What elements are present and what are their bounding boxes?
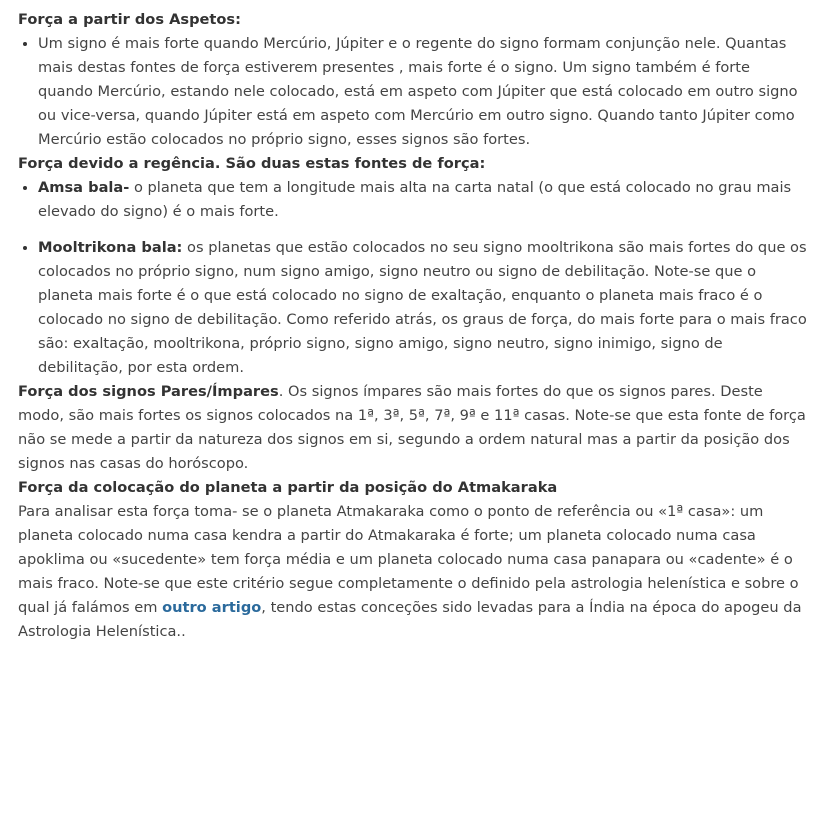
item-text: o planeta que tem a longitude mais alta na carta natal (o que está colocado no grau mais elevado do signo) é o mais forte. (38, 179, 792, 220)
list-item-mooltrikona-bala (38, 236, 809, 380)
lead-odd-even-signs: Força dos signos Pares/Ímpares (18, 383, 279, 400)
section-heading-atmakaraka: Força da colocação do planeta a partir da posição do Atmakaraka (18, 479, 558, 496)
paragraph-atmakaraka (18, 500, 809, 644)
paragraph-text: Para analisar esta força toma- se o planeta Atmakaraka como o ponto de referência ou «1ª casa»: um planeta colocado numa casa kendra a partir do Atmakaraka é forte; um planeta colocado numa casa apoklima ou «sucedente» tem força média e um planeta colocado numa casa panapara ou «cadente» é o mais fraco. Note-se que este critério segue completamente o definido pela astrologia helenística e sobre o qual já falámos em (18, 503, 799, 616)
section-heading-rulership: Força devido a regência. São duas estas fontes de força: (18, 155, 486, 172)
section-heading-aspects: Força a partir dos Aspetos: (18, 11, 241, 28)
paragraph-text: . Os signos ímpares são mais fortes do que os signos pares. Deste modo, são mais fortes os signos colocados na 1ª, 3ª, 5ª, 7ª, 9ª e 11ª casas. Note-se que esta fonte de força não se mede a partir da natureza dos signos em si, segundo a ordem natural mas a partir da posição dos signos nas casas do horóscopo. (18, 383, 806, 472)
term-mooltrikona-bala: Mooltrikona bala: (38, 239, 183, 256)
list-item-amsa-bala (38, 176, 809, 224)
paragraph-odd-even-signs (18, 380, 809, 476)
list-item: • Um signo é mais forte quando Mercúrio, Júpiter e o regente do signo formam conjunção nele. Quantas mais destas fontes de força estiverem presentes , mais forte é o signo. Um signo também é forte quando Mercúrio, estando nele colocado, está em aspeto com Júpiter que está colocado em outro signo ou vice-versa, quando Júpiter está em aspeto com Mercúrio em outro signo. Quando tanto Júpiter como Mercúrio estão colocados no próprio signo, esses signos são fortes. (38, 32, 809, 152)
paragraph-text-end: , tendo estas conceções sido levadas para a Índia na época do apogeu da Astrologia Helenística.. (18, 599, 802, 640)
aspects-list (18, 32, 809, 152)
other-article-link[interactable]: outro artigo (162, 599, 262, 616)
term-amsa-bala: Amsa bala- (38, 179, 130, 196)
rulership-list (18, 176, 809, 380)
item-text: os planetas que estão colocados no seu signo mooltrikona são mais fortes do que os colocados no próprio signo, num signo amigo, signo neutro ou signo de debilitação. Note-se que o planeta mais forte é o que está colocado no signo de exaltação, enquanto o planeta mais fraco é o colocado no signo de debilitação. Como referido atrás, os graus de força, do mais forte para o mais fraco são: exaltação, mooltrikona, próprio signo, signo amigo, signo neutro, signo inimigo, signo de debilitação, por esta ordem. (38, 239, 807, 376)
